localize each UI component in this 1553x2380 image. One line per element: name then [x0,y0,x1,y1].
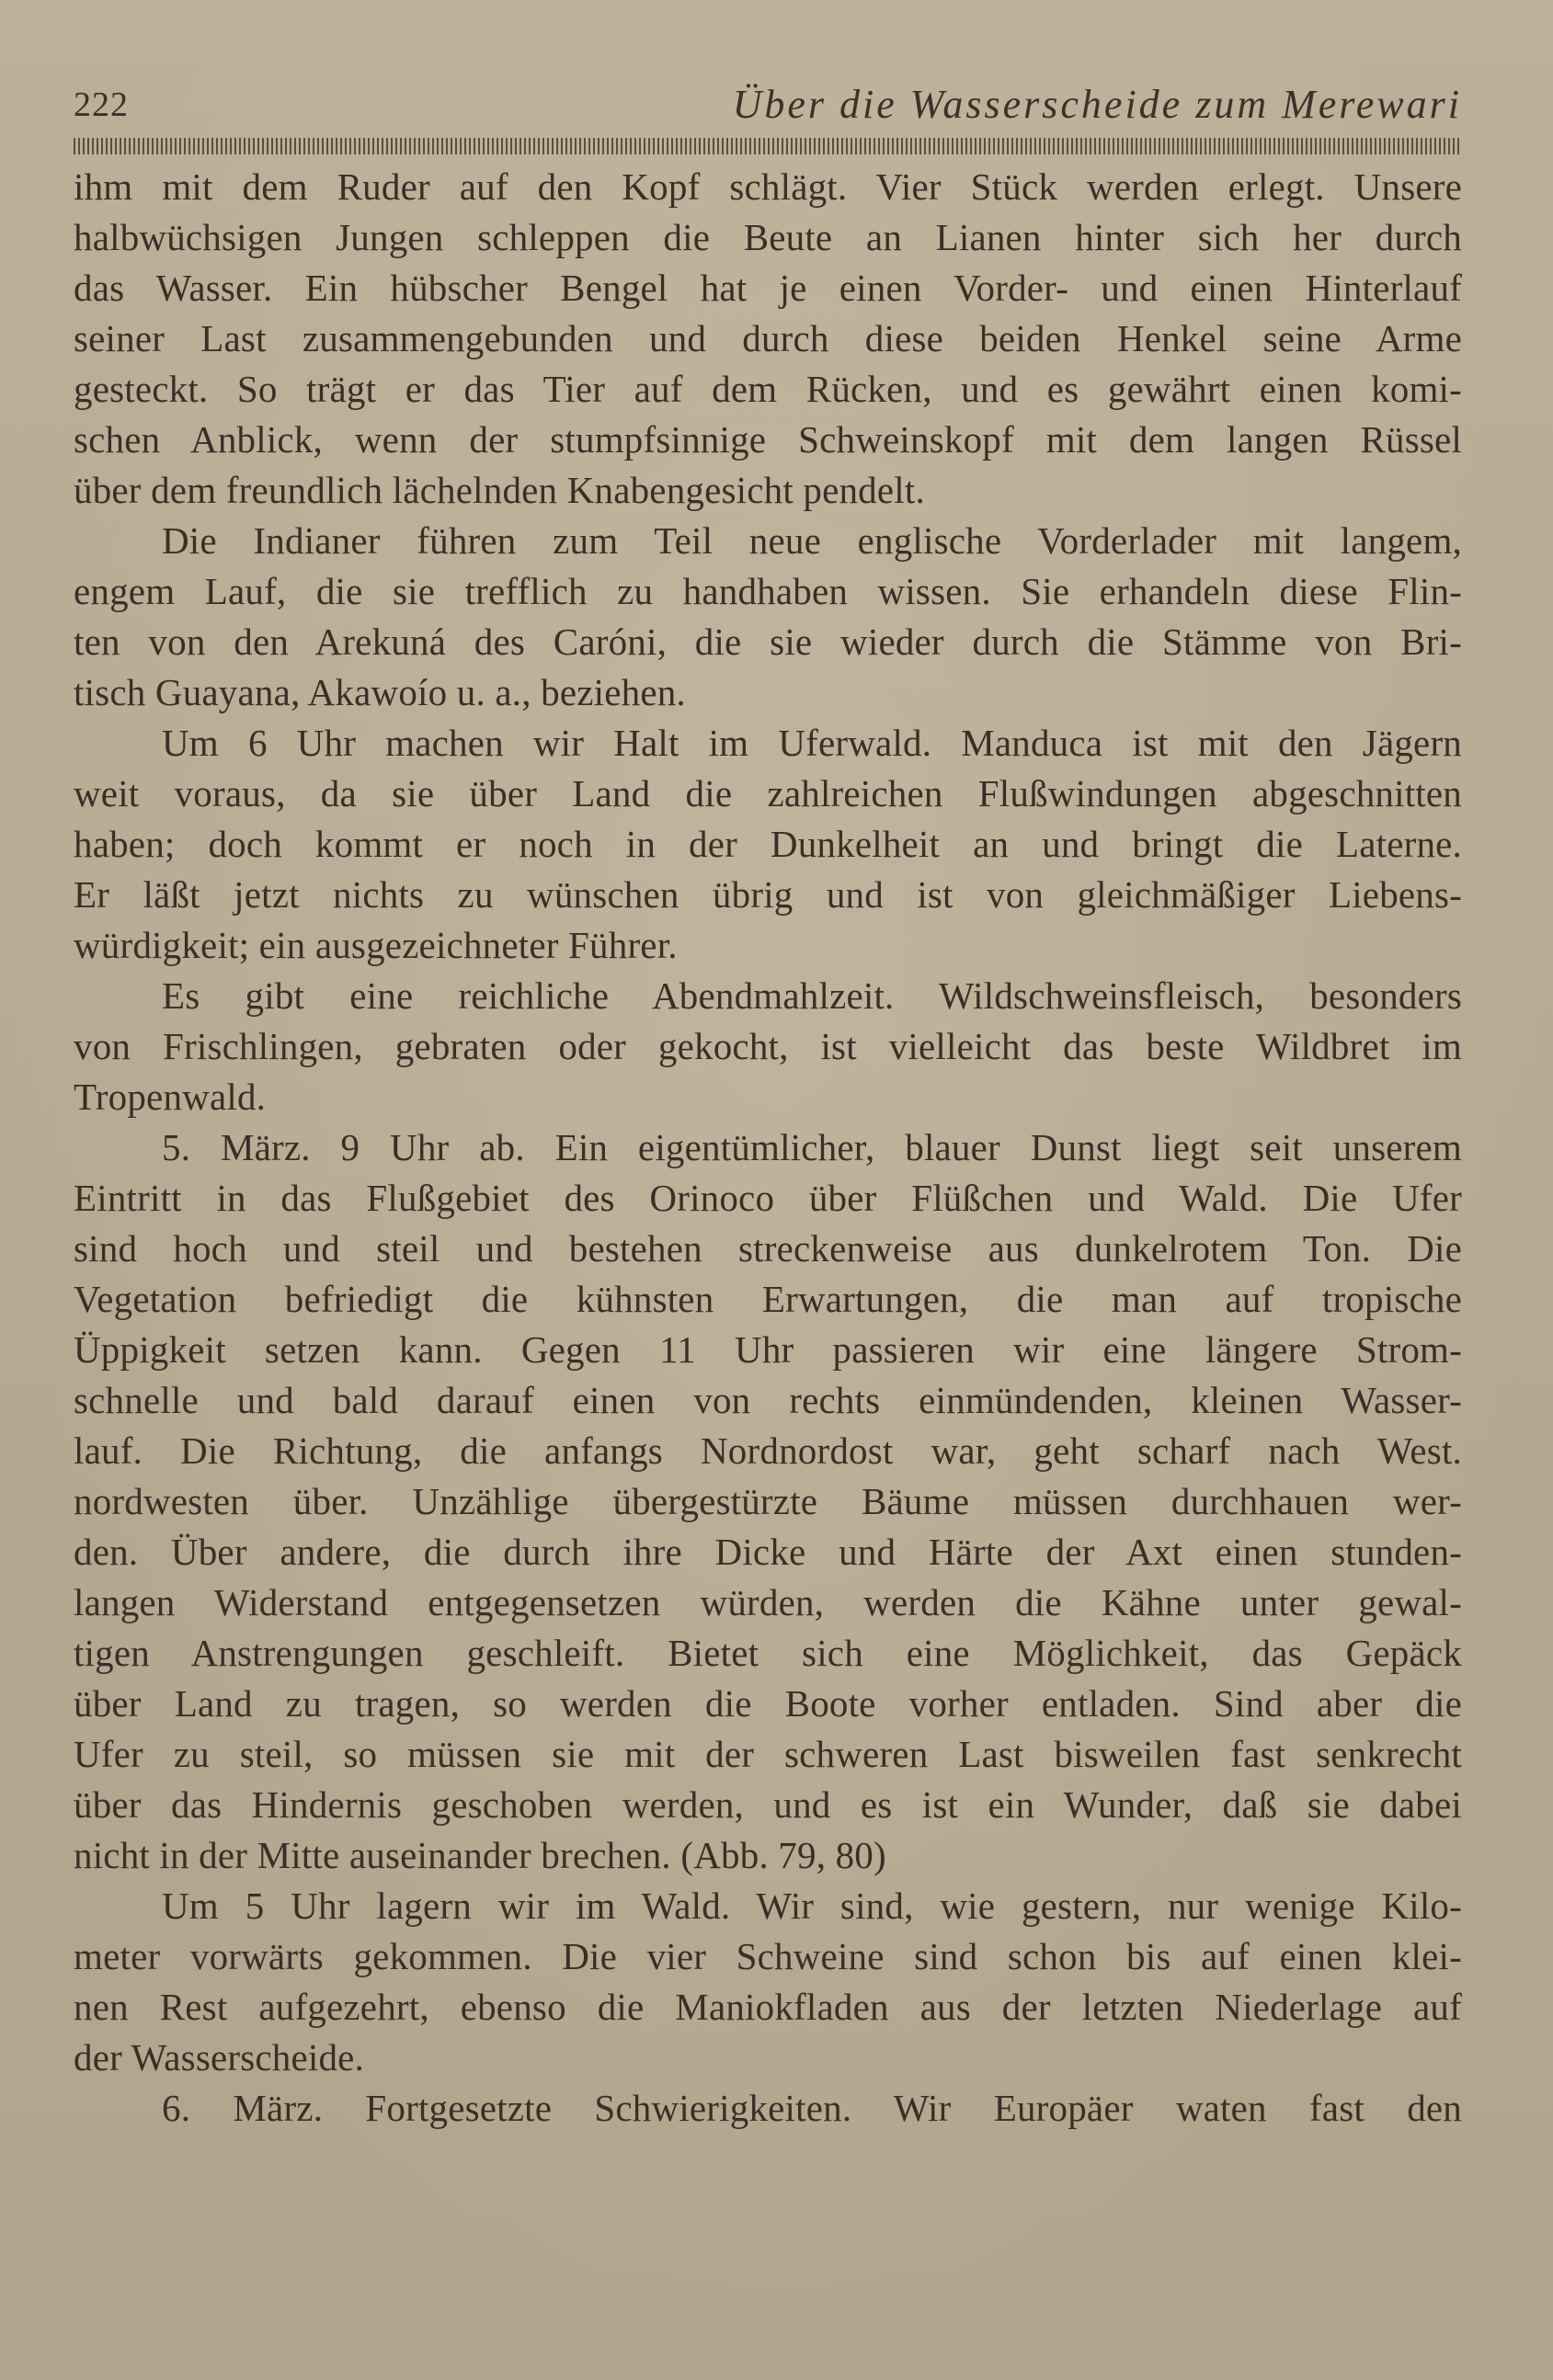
text-line: sind hoch und steil und bestehen streckenweise aus dunkelrotem Ton. Die [74,1227,1462,1270]
text-line: meter vorwärts gekommen. Die vier Schweine sind schon bis auf einen klei- [74,1935,1462,1977]
text-line: Er läßt jetzt nichts zu wünschen übrig und ist von gleichmäßiger Liebens- [74,873,1462,916]
text-line: haben; doch kommt er noch in der Dunkelheit an und bringt die Laterne. [74,823,1462,865]
text-line: schnelle und bald darauf einen von rechts einmündenden, kleinen Wasser- [74,1379,1462,1421]
text-line: schen Anblick, wenn der stumpfsinnige Schweinskopf mit dem langen Rüssel [74,418,1462,461]
text-line: ihm mit dem Ruder auf den Kopf schlägt. Vier Stück werden erlegt. Unsere [74,165,1462,208]
text-line: würdigkeit; ein ausgezeichneter Führer. [74,924,678,966]
text-line: weit voraus, da sie über Land die zahlreichen Flußwindungen abgeschnitten [74,772,1462,814]
text-line: über das Hindernis geschoben werden, und es ist ein Wunder, daß sie dabei [74,1783,1462,1826]
text-line: gesteckt. So trägt er das Tier auf dem Rücken, und es gewährt einen komi- [74,368,1462,410]
text-line: Eintritt in das Flußgebiet des Orinoco über Flüßchen und Wald. Die Ufer [74,1177,1462,1219]
text-line: langen Widerstand entgegensetzen würden, werden die Kähne unter gewal- [74,1581,1462,1623]
page-number: 222 [74,85,129,124]
text-line: seiner Last zusammengebunden und durch diese beiden Henkel seine Arme [74,317,1462,359]
body-text [74,162,1462,2134]
text-line: Es gibt eine reichliche Abendmahlzeit. Wildschweinsfleisch, besonders [162,974,1462,1017]
text-line: Die Indianer führen zum Teil neue englische Vorderlader mit langem, [162,519,1462,562]
text-line: nen Rest aufgezehrt, ebenso die Maniokfladen aus der letzten Niederlage auf [74,1986,1462,2028]
text-line: ten von den Arekuná des Caróni, die sie wieder durch die Stämme von Bri- [74,621,1462,663]
text-line: 6. März. Fortgesetzte Schwierigkeiten. Wir Europäer waten fast den [162,2087,1462,2129]
text-line: 5. März. 9 Uhr ab. Ein eigentümlicher, blauer Dunst liegt seit unserem [162,1126,1462,1168]
text-line: Ufer zu steil, so müssen sie mit der schweren Last bisweilen fast senkrecht [74,1733,1462,1775]
text-line: halbwüchsigen Jungen schleppen die Beute an Lianen hinter sich her durch [74,216,1462,258]
text-line: engem Lauf, die sie trefflich zu handhaben wissen. Sie erhandeln diese Flin- [74,570,1462,612]
text-line: nicht in der Mitte auseinander brechen. (Abb. 79, 80) [74,1834,886,1876]
text-line: das Wasser. Ein hübscher Bengel hat je einen Vorder- und einen Hinterlauf [74,267,1462,309]
text-line: Vegetation befriedigt die kühnsten Erwartungen, die man auf tropische [74,1278,1462,1320]
text-line: nordwesten über. Unzählige übergestürzte Bäume müssen durchhauen wer- [74,1480,1462,1522]
text-line: über dem freundlich lächelnden Knabengesicht pendelt. [74,469,925,511]
text-line: tigen Anstrengungen geschleift. Bietet sich eine Möglichkeit, das Gepäck [74,1632,1462,1674]
text-line: tisch Guayana, Akawoío u. a., beziehen. [74,671,686,713]
ornamental-rule [74,138,1460,154]
text-line: der Wasserscheide. [74,2036,365,2078]
text-line: über Land zu tragen, so werden die Boote vorher entladen. Sind aber die [74,1682,1462,1725]
text-line: den. Über andere, die durch ihre Dicke und Härte der Axt einen stunden- [74,1531,1462,1573]
text-line: Um 6 Uhr machen wir Halt im Uferwald. Manduca ist mit den Jägern [162,722,1462,764]
text-line: von Frischlingen, gebraten oder gekocht, ist vielleicht das beste Wildbret im [74,1025,1462,1067]
text-line: Tropenwald. [74,1076,267,1118]
text-line: lauf. Die Richtung, die anfangs Nordnordost war, geht scharf nach West. [74,1429,1462,1472]
running-title: Über die Wasserscheide zum Merewari [732,82,1462,127]
text-line: Um 5 Uhr lagern wir im Wald. Wir sind, wie gestern, nur wenige Kilo- [162,1885,1462,1927]
text-line: Üppigkeit setzen kann. Gegen 11 Uhr passieren wir eine längere Strom- [74,1328,1462,1371]
running-head [74,82,1462,140]
